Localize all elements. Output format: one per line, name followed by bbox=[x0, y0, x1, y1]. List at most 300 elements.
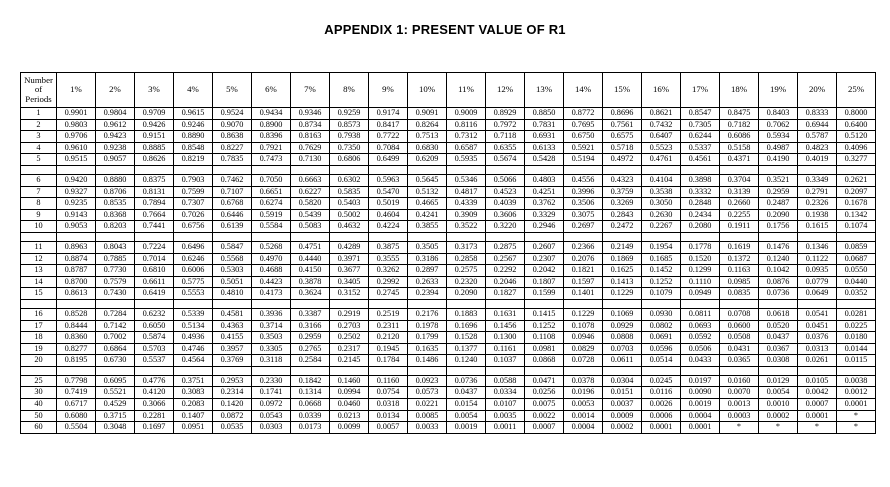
value-cell: 0.0002 bbox=[759, 410, 798, 422]
table-row bbox=[21, 343, 876, 355]
spacer-cell bbox=[252, 366, 291, 375]
spacer-cell bbox=[525, 366, 564, 375]
value-cell: 0.9420 bbox=[57, 174, 96, 186]
spacer-cell bbox=[369, 366, 408, 375]
value-cell: 0.1954 bbox=[642, 241, 681, 253]
value-cell: 0.2897 bbox=[408, 265, 447, 277]
value-cell: 0.2042 bbox=[525, 265, 564, 277]
value-cell: 0.9057 bbox=[96, 154, 135, 166]
value-cell: 0.1799 bbox=[408, 332, 447, 344]
value-cell: 0.1342 bbox=[837, 209, 876, 221]
value-cell: 0.6768 bbox=[213, 198, 252, 210]
value-cell: 0.0038 bbox=[837, 375, 876, 387]
spacer-cell bbox=[330, 165, 369, 174]
value-cell: 0.2745 bbox=[369, 288, 408, 300]
spacer-cell bbox=[720, 232, 759, 241]
value-cell: 0.0173 bbox=[291, 422, 330, 434]
value-cell: 0.0213 bbox=[330, 410, 369, 422]
value-cell: 0.7107 bbox=[213, 186, 252, 198]
value-cell: 0.1842 bbox=[291, 375, 330, 387]
value-cell: 0.0042 bbox=[798, 387, 837, 399]
value-cell: 0.3173 bbox=[447, 241, 486, 253]
value-cell: 0.1252 bbox=[525, 320, 564, 332]
value-cell: 0.1697 bbox=[135, 422, 174, 434]
value-cell: 0.2992 bbox=[369, 276, 408, 288]
value-cell: 0.3050 bbox=[642, 198, 681, 210]
value-cell: 0.0160 bbox=[720, 375, 759, 387]
period-cell: 30 bbox=[21, 387, 57, 399]
value-cell: 0.8874 bbox=[57, 253, 96, 265]
value-cell: 0.9246 bbox=[174, 119, 213, 131]
spacer-cell bbox=[96, 232, 135, 241]
value-cell: 0.4761 bbox=[642, 154, 681, 166]
value-cell: 0.0985 bbox=[720, 276, 759, 288]
value-cell: 0.7722 bbox=[369, 131, 408, 143]
value-cell: 0.8203 bbox=[96, 221, 135, 233]
value-cell: 0.2145 bbox=[330, 355, 369, 367]
value-cell: 0.0802 bbox=[642, 320, 681, 332]
value-cell: 0.5470 bbox=[369, 186, 408, 198]
value-cell: 0.3715 bbox=[96, 410, 135, 422]
value-cell: 0.2848 bbox=[681, 198, 720, 210]
value-cell: 0.4987 bbox=[759, 142, 798, 154]
value-cell: 0.8547 bbox=[681, 108, 720, 120]
table-row bbox=[21, 422, 876, 434]
value-cell: 0.2149 bbox=[603, 241, 642, 253]
table-row bbox=[21, 131, 876, 143]
value-cell: 0.9804 bbox=[96, 108, 135, 120]
value-cell: 0.0376 bbox=[798, 332, 837, 344]
spacer-cell bbox=[759, 165, 798, 174]
value-cell: 0.8403 bbox=[759, 108, 798, 120]
value-cell: 0.5568 bbox=[213, 253, 252, 265]
table-row bbox=[21, 174, 876, 186]
value-cell: 0.0001 bbox=[642, 422, 681, 434]
value-cell: 0.5523 bbox=[642, 142, 681, 154]
value-cell: * bbox=[759, 422, 798, 434]
value-cell: 0.8885 bbox=[135, 142, 174, 154]
value-cell: 0.0460 bbox=[330, 399, 369, 411]
value-cell: 0.4632 bbox=[330, 221, 369, 233]
value-cell: 0.1597 bbox=[564, 276, 603, 288]
value-cell: 0.1678 bbox=[837, 198, 876, 210]
period-cell: 18 bbox=[21, 332, 57, 344]
value-cell: 0.7430 bbox=[96, 288, 135, 300]
value-cell: 0.1160 bbox=[369, 375, 408, 387]
spacer-cell bbox=[96, 299, 135, 308]
value-cell: 0.2267 bbox=[642, 221, 681, 233]
value-cell: 0.2434 bbox=[681, 209, 720, 221]
value-cell: 0.5428 bbox=[525, 154, 564, 166]
table-row bbox=[21, 308, 876, 320]
value-cell: 0.7307 bbox=[174, 198, 213, 210]
value-cell: 0.0981 bbox=[525, 343, 564, 355]
value-cell: 0.1300 bbox=[486, 332, 525, 344]
value-cell: 0.8880 bbox=[96, 174, 135, 186]
value-cell: 0.0004 bbox=[564, 422, 603, 434]
value-cell: 0.4751 bbox=[291, 241, 330, 253]
value-cell: 0.0057 bbox=[369, 422, 408, 434]
value-cell: 0.8696 bbox=[603, 108, 642, 120]
value-cell: 0.3878 bbox=[291, 276, 330, 288]
value-cell: 0.2046 bbox=[486, 276, 525, 288]
value-cell: 0.4564 bbox=[174, 355, 213, 367]
value-cell: 0.8444 bbox=[57, 320, 96, 332]
value-cell: 0.4363 bbox=[213, 320, 252, 332]
spacer-cell bbox=[720, 165, 759, 174]
value-cell: 0.4529 bbox=[96, 399, 135, 411]
value-cell: 0.0019 bbox=[447, 422, 486, 434]
value-cell: 0.5083 bbox=[291, 221, 330, 233]
value-cell: 0.1869 bbox=[603, 253, 642, 265]
value-cell: 0.0281 bbox=[837, 308, 876, 320]
period-cell: 7 bbox=[21, 186, 57, 198]
value-cell: 0.0116 bbox=[642, 387, 681, 399]
value-cell: 0.0687 bbox=[837, 253, 876, 265]
value-cell: 0.0352 bbox=[837, 288, 876, 300]
value-cell: 0.0070 bbox=[720, 387, 759, 399]
value-cell: 0.4019 bbox=[798, 154, 837, 166]
value-cell: 0.4817 bbox=[447, 186, 486, 198]
value-cell: 0.9091 bbox=[408, 108, 447, 120]
value-cell: 0.1821 bbox=[564, 265, 603, 277]
value-cell: * bbox=[837, 410, 876, 422]
value-cell: 0.4440 bbox=[291, 253, 330, 265]
value-cell: 0.0308 bbox=[759, 355, 798, 367]
rate-header: 1% bbox=[57, 73, 96, 108]
value-cell: 0.8360 bbox=[57, 332, 96, 344]
value-cell: 0.5337 bbox=[681, 142, 720, 154]
value-cell: 0.0693 bbox=[681, 320, 720, 332]
value-cell: 0.8219 bbox=[174, 154, 213, 166]
value-cell: 0.7894 bbox=[135, 198, 174, 210]
spacer-cell bbox=[681, 232, 720, 241]
value-cell: 0.7513 bbox=[408, 131, 447, 143]
spacer-cell bbox=[330, 299, 369, 308]
value-cell: 0.8163 bbox=[291, 131, 330, 143]
spacer-cell bbox=[603, 232, 642, 241]
value-cell: 0.3332 bbox=[681, 186, 720, 198]
value-cell: 0.4970 bbox=[252, 253, 291, 265]
spacer-cell bbox=[291, 299, 330, 308]
value-cell: 0.8890 bbox=[174, 131, 213, 143]
table-row bbox=[21, 387, 876, 399]
value-cell: 0.0808 bbox=[603, 332, 642, 344]
value-cell: 0.3677 bbox=[330, 265, 369, 277]
value-cell: 0.0221 bbox=[408, 399, 447, 411]
value-cell: 0.5963 bbox=[369, 174, 408, 186]
spacer-cell bbox=[603, 366, 642, 375]
value-cell: 0.7629 bbox=[291, 142, 330, 154]
value-cell: 0.0736 bbox=[447, 375, 486, 387]
value-cell: 0.5504 bbox=[57, 422, 96, 434]
value-cell: 0.4289 bbox=[330, 241, 369, 253]
value-cell: 0.1827 bbox=[486, 288, 525, 300]
value-cell: 0.0935 bbox=[798, 265, 837, 277]
value-cell: 0.0618 bbox=[759, 308, 798, 320]
spacer-cell bbox=[369, 232, 408, 241]
value-cell: 0.5051 bbox=[213, 276, 252, 288]
spacer-cell bbox=[564, 366, 603, 375]
rate-header: 11% bbox=[447, 73, 486, 108]
value-cell: 0.5584 bbox=[252, 221, 291, 233]
value-cell: 0.3305 bbox=[252, 343, 291, 355]
value-cell: 0.4803 bbox=[525, 174, 564, 186]
value-cell: 0.5158 bbox=[720, 142, 759, 154]
value-cell: 0.3152 bbox=[330, 288, 369, 300]
value-cell: 0.1456 bbox=[486, 320, 525, 332]
value-cell: 0.2330 bbox=[252, 375, 291, 387]
value-cell: 0.6407 bbox=[642, 131, 681, 143]
value-cell: 0.6133 bbox=[525, 142, 564, 154]
value-cell: 0.0506 bbox=[681, 343, 720, 355]
value-cell: 0.0437 bbox=[759, 332, 798, 344]
value-cell: 0.0304 bbox=[603, 375, 642, 387]
group-spacer bbox=[21, 165, 876, 174]
value-cell: 0.1314 bbox=[291, 387, 330, 399]
value-cell: 0.2621 bbox=[837, 174, 876, 186]
value-cell: 0.7118 bbox=[486, 131, 525, 143]
value-cell: 0.3269 bbox=[603, 198, 642, 210]
value-cell: 0.4224 bbox=[369, 221, 408, 233]
value-cell: 0.0009 bbox=[603, 410, 642, 422]
spacer-cell bbox=[642, 232, 681, 241]
value-cell: 0.1460 bbox=[330, 375, 369, 387]
value-cell: 0.1229 bbox=[564, 308, 603, 320]
value-cell: 0.7130 bbox=[291, 154, 330, 166]
spacer-cell bbox=[174, 232, 213, 241]
value-cell: 0.0835 bbox=[720, 288, 759, 300]
spacer-cell bbox=[759, 232, 798, 241]
value-cell: 0.0090 bbox=[681, 387, 720, 399]
value-cell: 0.8475 bbox=[720, 108, 759, 120]
value-cell: 0.2394 bbox=[408, 288, 447, 300]
value-cell: 0.0035 bbox=[486, 410, 525, 422]
spacer-cell bbox=[720, 299, 759, 308]
value-cell: 0.0004 bbox=[681, 410, 720, 422]
spacer-cell bbox=[57, 165, 96, 174]
value-cell: 0.7026 bbox=[174, 209, 213, 221]
spacer-cell bbox=[135, 299, 174, 308]
value-cell: 0.5132 bbox=[408, 186, 447, 198]
value-cell: 0.5066 bbox=[486, 174, 525, 186]
value-cell: 0.4104 bbox=[642, 174, 681, 186]
value-cell: 0.2311 bbox=[369, 320, 408, 332]
value-cell: 0.6663 bbox=[291, 174, 330, 186]
value-cell: 0.3075 bbox=[564, 209, 603, 221]
value-cell: 0.0014 bbox=[564, 410, 603, 422]
value-cell: 0.6587 bbox=[447, 142, 486, 154]
value-cell: 0.7084 bbox=[369, 142, 408, 154]
period-cell: 3 bbox=[21, 131, 57, 143]
value-cell: 0.1696 bbox=[447, 320, 486, 332]
value-cell: 0.9327 bbox=[57, 186, 96, 198]
spacer-cell bbox=[57, 232, 96, 241]
value-cell: 0.1240 bbox=[759, 253, 798, 265]
value-cell: 0.8277 bbox=[57, 343, 96, 355]
value-cell: 0.0256 bbox=[525, 387, 564, 399]
value-cell: 0.3066 bbox=[135, 399, 174, 411]
value-cell: 0.0006 bbox=[642, 410, 681, 422]
value-cell: 0.0261 bbox=[798, 355, 837, 367]
value-cell: 0.5775 bbox=[174, 276, 213, 288]
period-cell: 1 bbox=[21, 108, 57, 120]
spacer-cell bbox=[564, 232, 603, 241]
value-cell: 0.0514 bbox=[642, 355, 681, 367]
value-cell: 0.0951 bbox=[174, 422, 213, 434]
value-cell: 0.3262 bbox=[369, 265, 408, 277]
rate-header: 2% bbox=[96, 73, 135, 108]
spacer-cell bbox=[174, 165, 213, 174]
value-cell: 0.1807 bbox=[525, 276, 564, 288]
value-cell: 0.0535 bbox=[213, 422, 252, 434]
value-cell: 0.5346 bbox=[447, 174, 486, 186]
value-cell: 0.1413 bbox=[603, 276, 642, 288]
spacer-cell bbox=[369, 299, 408, 308]
value-cell: 0.0946 bbox=[564, 332, 603, 344]
period-cell: 15 bbox=[21, 288, 57, 300]
spacer-cell bbox=[681, 165, 720, 174]
value-cell: 0.2080 bbox=[681, 221, 720, 233]
spacer-cell bbox=[408, 299, 447, 308]
value-cell: 0.0508 bbox=[720, 332, 759, 344]
spacer-cell bbox=[603, 165, 642, 174]
value-cell: 0.7305 bbox=[681, 119, 720, 131]
value-cell: 0.0378 bbox=[564, 375, 603, 387]
value-cell: 0.4604 bbox=[369, 209, 408, 221]
rate-header: 14% bbox=[564, 73, 603, 108]
periods-header-line: Number bbox=[24, 74, 53, 85]
value-cell: 0.4688 bbox=[252, 265, 291, 277]
spacer-cell bbox=[291, 366, 330, 375]
value-cell: 0.0367 bbox=[759, 343, 798, 355]
spacer-cell bbox=[447, 299, 486, 308]
value-cell: 0.9610 bbox=[57, 142, 96, 154]
value-cell: 0.0022 bbox=[525, 410, 564, 422]
value-cell: 0.0930 bbox=[642, 308, 681, 320]
value-cell: 0.5002 bbox=[330, 209, 369, 221]
value-cell: 0.9423 bbox=[96, 131, 135, 143]
value-cell: 0.6756 bbox=[174, 221, 213, 233]
value-cell: 0.1042 bbox=[759, 265, 798, 277]
value-cell: 0.0929 bbox=[603, 320, 642, 332]
value-cell: 0.0115 bbox=[837, 355, 876, 367]
value-cell: 0.1631 bbox=[486, 308, 525, 320]
value-cell: 0.3506 bbox=[564, 198, 603, 210]
spacer-cell bbox=[798, 366, 837, 375]
value-cell: 0.2765 bbox=[291, 343, 330, 355]
value-cell: 0.1741 bbox=[252, 387, 291, 399]
value-cell: 0.6611 bbox=[135, 276, 174, 288]
value-cell: 0.6400 bbox=[837, 119, 876, 131]
table-row bbox=[21, 209, 876, 221]
value-cell: 0.3166 bbox=[291, 320, 330, 332]
period-cell: 10 bbox=[21, 221, 57, 233]
table-row bbox=[21, 198, 876, 210]
value-cell: 0.6355 bbox=[486, 142, 525, 154]
value-cell: 0.9709 bbox=[135, 108, 174, 120]
value-cell: 0.4936 bbox=[174, 332, 213, 344]
value-cell: 0.0811 bbox=[681, 308, 720, 320]
value-cell: 0.2502 bbox=[330, 332, 369, 344]
value-cell: 0.3220 bbox=[486, 221, 525, 233]
value-cell: 0.6750 bbox=[564, 131, 603, 143]
value-cell: 0.0003 bbox=[720, 410, 759, 422]
value-cell: 0.1784 bbox=[369, 355, 408, 367]
value-cell: 0.0923 bbox=[408, 375, 447, 387]
value-cell: 0.3538 bbox=[642, 186, 681, 198]
value-cell: 0.8638 bbox=[213, 131, 252, 143]
value-cell: 0.0668 bbox=[291, 399, 330, 411]
rate-header: 10% bbox=[408, 73, 447, 108]
table-row bbox=[21, 241, 876, 253]
value-cell: 0.0012 bbox=[837, 387, 876, 399]
value-cell: 0.3971 bbox=[330, 253, 369, 265]
value-cell: 0.1452 bbox=[642, 265, 681, 277]
spacer-cell bbox=[525, 165, 564, 174]
spacer-cell bbox=[174, 366, 213, 375]
value-cell: 0.0334 bbox=[486, 387, 525, 399]
period-cell: 9 bbox=[21, 209, 57, 221]
value-cell: 0.1037 bbox=[486, 355, 525, 367]
value-cell: 0.7224 bbox=[135, 241, 174, 253]
table-row bbox=[21, 410, 876, 422]
value-cell: 0.0994 bbox=[330, 387, 369, 399]
value-cell: 0.3875 bbox=[369, 241, 408, 253]
value-cell: 0.2281 bbox=[135, 410, 174, 422]
value-cell: 0.0876 bbox=[759, 276, 798, 288]
period-cell: 40 bbox=[21, 399, 57, 411]
spacer-cell bbox=[837, 232, 876, 241]
value-cell: 0.1401 bbox=[564, 288, 603, 300]
value-cell: 0.8900 bbox=[252, 119, 291, 131]
value-cell: 0.6499 bbox=[369, 154, 408, 166]
period-cell: 60 bbox=[21, 422, 57, 434]
rate-header: 8% bbox=[330, 73, 369, 108]
value-cell: 0.2575 bbox=[447, 265, 486, 277]
value-cell: 0.1520 bbox=[681, 253, 720, 265]
value-cell: 0.6139 bbox=[213, 221, 252, 233]
value-cell: 0.5934 bbox=[759, 131, 798, 143]
value-cell: 0.1377 bbox=[447, 343, 486, 355]
value-cell: 0.5703 bbox=[135, 343, 174, 355]
value-cell: 0.7419 bbox=[57, 387, 96, 399]
spacer-cell bbox=[525, 232, 564, 241]
value-cell: 0.3186 bbox=[408, 253, 447, 265]
value-cell: 0.7579 bbox=[96, 276, 135, 288]
spacer-cell bbox=[21, 232, 57, 241]
value-cell: 0.3505 bbox=[408, 241, 447, 253]
spacer-cell bbox=[642, 299, 681, 308]
period-cell: 17 bbox=[21, 320, 57, 332]
value-cell: 0.4776 bbox=[135, 375, 174, 387]
value-cell: 0.1069 bbox=[603, 308, 642, 320]
value-cell: 0.8195 bbox=[57, 355, 96, 367]
value-cell: 0.1161 bbox=[486, 343, 525, 355]
value-cell: 0.3909 bbox=[447, 209, 486, 221]
value-cell: 0.9706 bbox=[57, 131, 96, 143]
spacer-cell bbox=[330, 232, 369, 241]
value-cell: 0.0708 bbox=[720, 308, 759, 320]
value-cell: 0.1078 bbox=[564, 320, 603, 332]
value-cell: 0.3624 bbox=[291, 288, 330, 300]
value-cell: 0.6931 bbox=[525, 131, 564, 143]
value-cell: 0.8396 bbox=[252, 131, 291, 143]
value-cell: 0.0180 bbox=[837, 332, 876, 344]
spacer-cell bbox=[798, 165, 837, 174]
value-cell: 0.0868 bbox=[525, 355, 564, 367]
value-cell: 0.1911 bbox=[720, 221, 759, 233]
